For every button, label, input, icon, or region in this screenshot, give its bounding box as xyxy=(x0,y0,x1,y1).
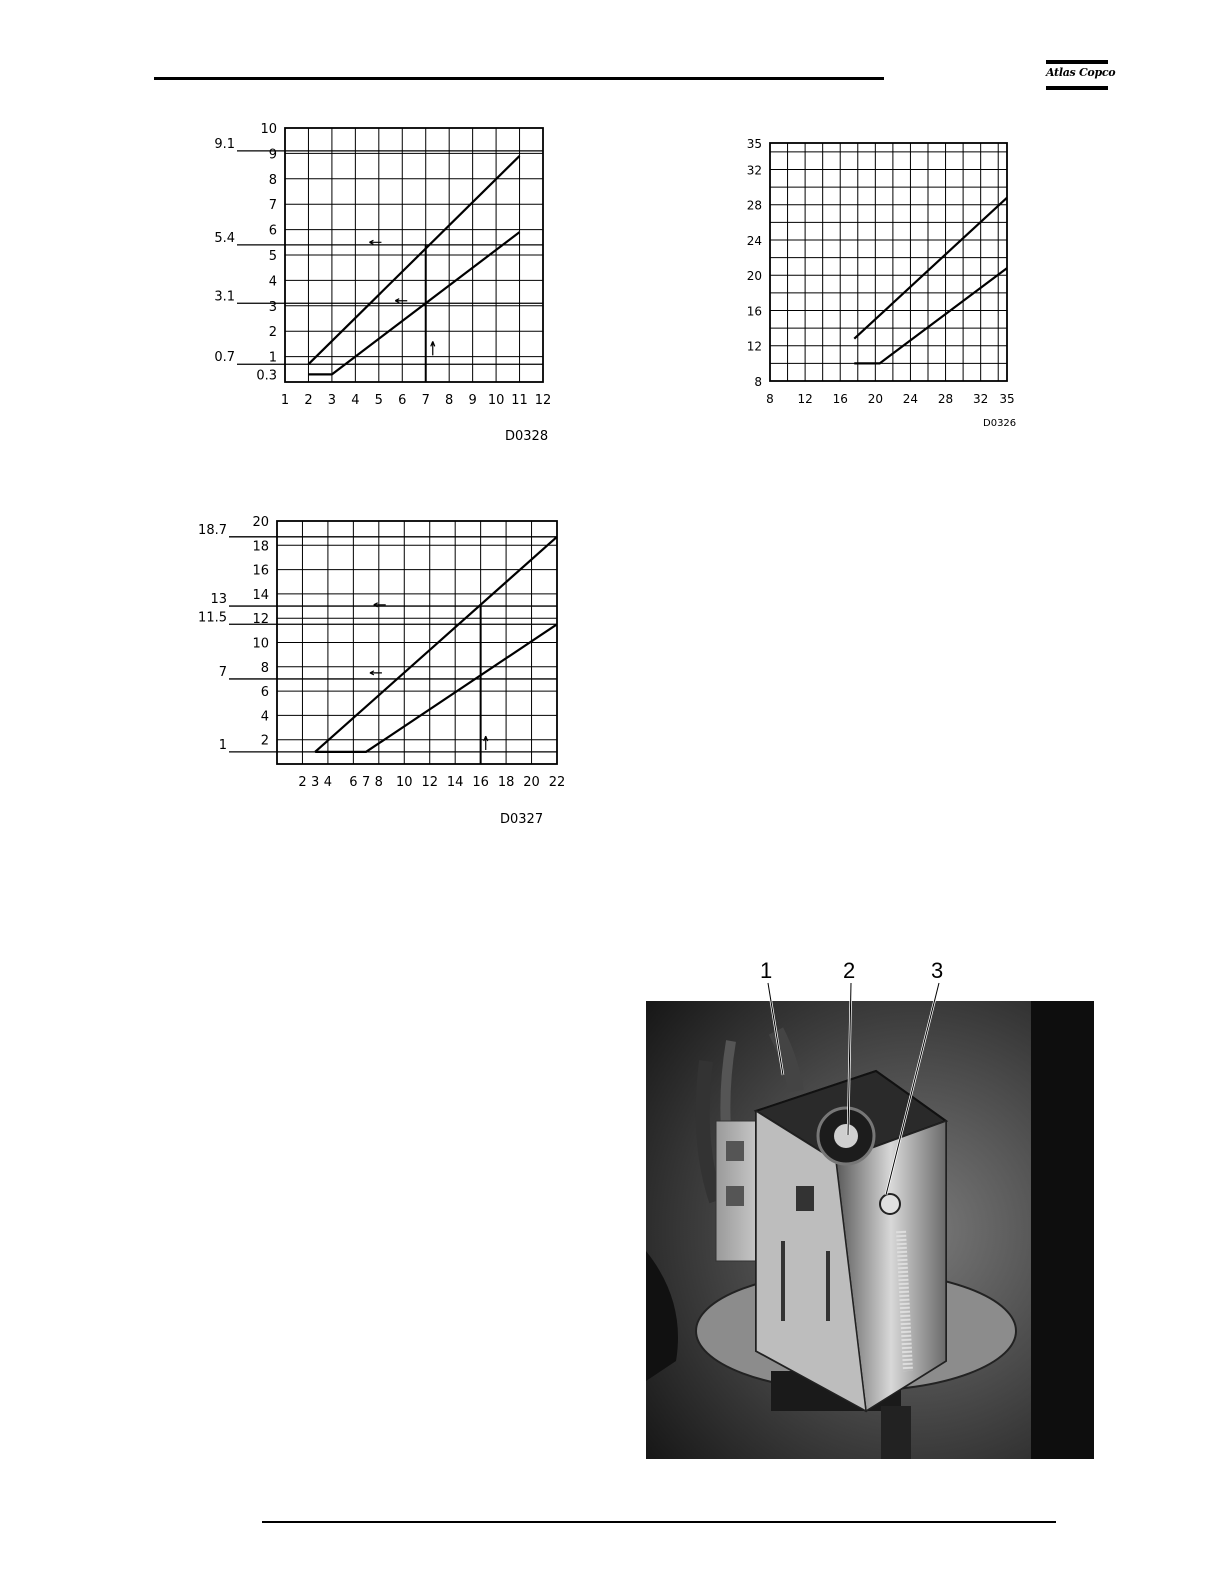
arrow-left xyxy=(370,671,382,675)
y-tick-label: 7 xyxy=(268,198,277,214)
y-tick-label: 2 xyxy=(268,325,277,341)
y-tick-label: 9 xyxy=(268,147,277,163)
x-tick-label: 10 xyxy=(395,775,413,790)
series-line-2 xyxy=(854,268,1007,363)
marked-value-label: 1 xyxy=(218,737,227,753)
marked-value-label: 18.7 xyxy=(198,522,227,538)
figure-code: D0327 xyxy=(500,812,544,827)
y-tick-label: 20 xyxy=(252,515,269,530)
y-tick-label: 5 xyxy=(268,249,277,264)
series-line-1 xyxy=(315,537,557,752)
x-tick-label: 32 xyxy=(973,392,989,406)
marked-value-label: 3.1 xyxy=(214,289,235,305)
y-tick-label: 10 xyxy=(260,122,277,137)
y-tick-label: 20 xyxy=(746,269,762,284)
x-tick-label: 16 xyxy=(832,392,848,406)
y-tick-label: 18 xyxy=(252,539,269,555)
x-tick-label: 8 xyxy=(445,393,454,408)
marked-value-label: 5.4 xyxy=(214,230,235,246)
x-tick-label: 6 xyxy=(398,393,407,408)
x-tick-label: 3 xyxy=(327,393,337,408)
x-tick-label: 7 xyxy=(421,393,430,408)
x-tick-label: 1 xyxy=(280,393,290,408)
x-tick-label: 35 xyxy=(999,392,1015,406)
x-tick-label: 2 xyxy=(298,775,307,790)
y-tick-label: 32 xyxy=(746,163,762,178)
figure-code: D0326 xyxy=(983,418,1017,429)
x-tick-label: 14 xyxy=(446,775,464,790)
x-tick-label: 10 xyxy=(487,393,505,408)
x-tick-label: 11 xyxy=(511,393,528,408)
x-tick-label: 20 xyxy=(523,775,540,790)
footer-rule xyxy=(262,1521,1056,1523)
y-tick-label: 3 xyxy=(268,299,277,315)
logo-text: Atlas Copco xyxy=(1046,66,1116,79)
x-tick-label: 18 xyxy=(497,775,515,790)
y-tick-label: 12 xyxy=(252,612,269,628)
y-tick-label: 0.3 xyxy=(256,368,277,384)
x-tick-label: 2 xyxy=(304,393,313,408)
x-tick-label: 6 xyxy=(349,775,358,790)
x-tick-label: 12 xyxy=(421,775,439,790)
marked-value-label: 0.7 xyxy=(214,350,235,366)
y-tick-label: 35 xyxy=(746,137,762,151)
y-tick-label: 28 xyxy=(746,198,762,213)
figure-code: D0328 xyxy=(505,429,549,444)
y-tick-label: 16 xyxy=(746,304,762,319)
chart-d0328 xyxy=(214,110,560,450)
y-tick-label: 8 xyxy=(260,660,269,676)
x-tick-label: 22 xyxy=(548,775,566,790)
y-tick-label: 8 xyxy=(754,375,762,389)
callout-1: 1 xyxy=(760,958,773,983)
marked-value-label: 11.5 xyxy=(198,610,227,626)
chart-d0326 xyxy=(730,128,1030,438)
x-tick-label: 24 xyxy=(902,392,919,406)
y-tick-label: 16 xyxy=(252,563,269,579)
x-tick-label: 20 xyxy=(867,392,883,406)
arrow-up xyxy=(431,341,435,355)
callout-3: 3 xyxy=(931,958,944,983)
x-tick-label: 9 xyxy=(468,393,477,408)
marked-value-label: 9.1 xyxy=(214,136,235,152)
x-tick-label: 28 xyxy=(937,392,954,406)
callout-2: 2 xyxy=(843,958,856,983)
x-tick-label: 16 xyxy=(472,775,489,790)
y-tick-label: 14 xyxy=(252,587,269,603)
arrow-up xyxy=(484,736,488,750)
y-tick-label: 12 xyxy=(746,339,762,354)
atlas-copco-logo xyxy=(1046,60,1116,92)
callout-leaders xyxy=(640,975,960,1215)
y-tick-label: 6 xyxy=(268,223,277,239)
y-tick-label: 4 xyxy=(268,274,277,290)
arrow-left xyxy=(369,240,381,244)
y-tick-label: 1 xyxy=(268,350,277,366)
x-tick-label: 5 xyxy=(374,393,383,408)
y-tick-label: 10 xyxy=(252,636,269,652)
y-tick-label: 6 xyxy=(260,685,269,701)
x-tick-label: 12 xyxy=(797,392,813,406)
x-tick-label: 4 xyxy=(351,393,360,408)
x-tick-label: 8 xyxy=(766,392,774,406)
x-tick-label: 4 xyxy=(323,775,333,790)
x-tick-label: 8 xyxy=(374,775,383,790)
y-tick-label: 24 xyxy=(746,233,762,248)
header-rule xyxy=(154,77,884,80)
series-line-1 xyxy=(854,198,1007,339)
chart-d0327 xyxy=(198,505,575,835)
series-line-1 xyxy=(308,156,519,364)
y-tick-label: 8 xyxy=(268,172,277,188)
y-tick-label: 2 xyxy=(260,733,269,749)
y-tick-label: 4 xyxy=(260,709,269,725)
x-tick-label: 12 xyxy=(534,393,552,408)
x-tick-label: 3 xyxy=(311,775,320,790)
arrow-left xyxy=(395,299,407,303)
marked-value-label: 13 xyxy=(210,592,227,608)
x-tick-label: 7 xyxy=(361,775,371,790)
marked-value-label: 7 xyxy=(218,664,227,680)
